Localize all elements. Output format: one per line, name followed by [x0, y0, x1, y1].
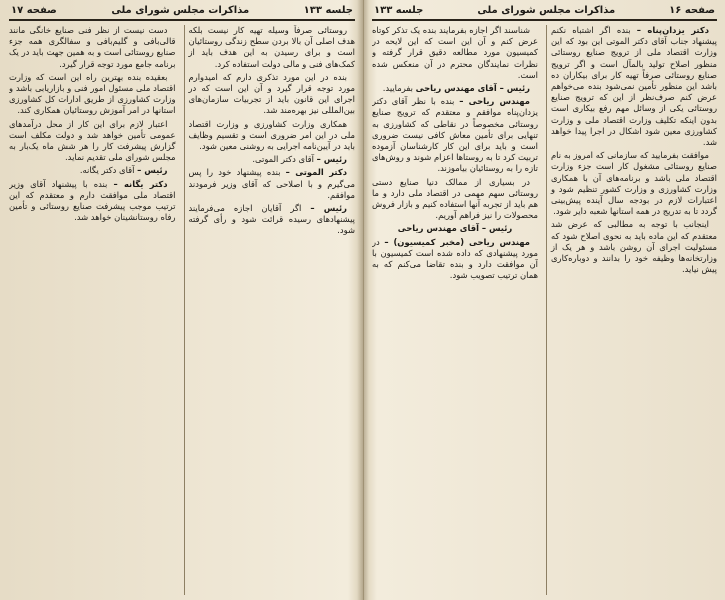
transcript-paragraph [372, 25, 538, 81]
right-page-session: جلسه ۱۳۳ [374, 5, 424, 16]
transcript-paragraph [9, 119, 176, 164]
paragraph-text: بفرمایید. [382, 83, 413, 94]
paragraph-text: بنده در این مورد تذکری دارم که امیدوارم مورد توجه قرار گیرد و آن این است که در اجرای این قانون باید از تجربیات سازمان‌های بین‌المللی نیز بهره‌مند شد. [188, 71, 355, 116]
right-page-header [372, 4, 717, 21]
left-page-columns [9, 25, 355, 595]
paragraph-text: بنده با نظر آقای دکتر یزدان‌پناه موافقم و معتقدم که ترویج صنایع روستائی مخصوصاً در نقاطی که کشاورزی به تنهایی برای تأمین معاش کافی نیست ضروری است و باید برای این کار کارشناسان آزموده تربیت کرد تا به روستاها اعزام شوند و روش‌های تازه را به روستائیان بیاموزند. [372, 96, 538, 174]
paragraph-text: آقای دکتر الموتی. [252, 154, 314, 165]
left-page [1, 0, 363, 600]
paragraph-text: در بسیاری از ممالک دنیا صنایع دستی روستائی سهم مهمی در اقتصاد ملی دارد و ما هم باید از تجربه آنها استفاده کنیم و بازار فروش محصولات را نیز فراهم آوریم. [372, 176, 538, 221]
section-subheading [372, 223, 538, 234]
transcript-paragraph [189, 203, 356, 237]
speaker-name: دکتر یگانه – [113, 178, 168, 189]
speaker-name: رئیس – [310, 203, 347, 214]
paragraph-text: بنده با پیشنهاد آقای وزیر اقتصاد ملی موافقت دارم و معتقدم که این ترتیب موجب پیشرفت صنایع روستائی و تأمین رفاه روستانشینان خواهد شد. [9, 178, 176, 223]
transcript-paragraph [189, 154, 356, 165]
right-page-title: مذاکرات مجلس شورای ملی [477, 5, 616, 16]
speaker-name: دکتر یزدان‌پناه – [636, 25, 709, 35]
transcript-paragraph [372, 177, 538, 222]
right-page-column-2 [372, 25, 538, 595]
transcript-paragraph [9, 179, 176, 224]
transcript-paragraph [372, 83, 538, 94]
speaker-name: مهندس ریاحی (مخبر کمیسیون) – [384, 236, 530, 247]
speaker-name: دکتر الموتی – [285, 167, 347, 178]
transcript-paragraph [551, 25, 717, 148]
paragraph-text: بعقیده بنده بهترین راه این است که وزارت اقتصاد ملی مسئول امور فنی و بازاریابی باشد و وزارت کشاورزی از طریق ادارات کل کشاورزی استانها در امر آموزش روستائیان همکاری کند. [9, 71, 176, 116]
right-page-number: صفحه ۱۶ [669, 5, 715, 16]
transcript-paragraph [9, 72, 176, 117]
paragraph-text: در مورد پیشنهادی که داده شده است کمیسیون با آن موافقت دارد و بنده تقاضا می‌کنم که به همان ترتیب تصویب شود. [372, 236, 538, 281]
left-page-column-1 [184, 25, 356, 595]
paragraph-text: اینجانب با توجه به مطالبی که عرض شد معتقدم که این ماده باید به نحوی اصلاح شود که مسئولیت اجرای آن روشن باشد و هر یک از وزارتخانه‌ها وظیفه خود را بدانند و دوباره‌کاری پیش نیاید. [551, 219, 717, 275]
right-page-columns [372, 25, 717, 595]
paragraph-text: اگر آقایان اجازه می‌فرمایند پیشنهادهای رسیده قرائت شود و رأی گرفته شود. [188, 203, 355, 236]
paragraph-text: همکاری وزارت کشاورزی و وزارت اقتصاد ملی در این امر ضروری است و تقسیم وظایف باید در آیین‌نامه اجرایی به روشنی معین شود. [188, 118, 355, 152]
paragraph-text: آقای دکتر یگانه. [79, 165, 135, 176]
left-page-column-2 [9, 25, 176, 595]
speaker-name: مهندس ریاحی – [459, 96, 530, 107]
right-page [363, 0, 725, 600]
left-page-header [9, 4, 355, 21]
transcript-paragraph [372, 96, 538, 174]
transcript-paragraph [9, 165, 176, 176]
paragraph-text: روستائی صرفاً وسیله تهیه کار نیست بلکه هدف اصلی آن بالا بردن سطح زندگی روستائیان است و برای رسیدن به این هدف باید از کمک‌های فنی و مالی دولت استفاده کرد. [188, 25, 355, 69]
left-page-session: جلسه ۱۳۳ [303, 5, 353, 16]
transcript-paragraph [189, 72, 356, 117]
transcript-paragraph [551, 150, 717, 217]
paragraph-text: شناسند اگر اجازه بفرمایند بنده یک تذکر کوتاه عرض کنم و آن این است که این لایحه در کمیسیون مورد مطالعه دقیق قرار گرفته و نظرات نمایندگان محترم در آن منعکس شده است. [372, 25, 538, 80]
left-page-number: صفحه ۱۷ [11, 5, 57, 16]
transcript-paragraph [372, 237, 538, 282]
transcript-paragraph [189, 25, 356, 70]
speaker-name: رئیس – آقای مهندس ریاحی [415, 83, 530, 94]
paragraph-text: اعتبار لازم برای این کار از محل درآمدهای عمومی تأمین خواهد شد و دولت مکلف است گزارش پیشرفت کار را هر شش ماه یک‌بار به مجلس شورای ملی تقدیم نماید. [9, 118, 176, 163]
transcript-paragraph [551, 219, 717, 275]
paragraph-text: بنده اگر اشتباه نکنم پیشنهاد جناب آقای دکتر الموتی این بود که این وزارت اقتصاد ملی از ترویج صنایع روستائی منظور اصلاح تولید بالمآل است و اگر ترویج صنایع روستائی صرفاً تهیه کار برای بیکاران ده باشد این منظور تأمین نمی‌شود بنده می‌خواهم عرض کنم صرف‌نظر از این که ترویج صنایع روستائی یکی از وسائل مهم رفع بیکاری است بدون اینکه تکلیف وزارت اقتصاد ملی و وزارت کشاورزی معین شود اشکال در اجرا پیدا خواهد شد. [551, 25, 717, 148]
left-page-title: مذاکرات مجلس شورای ملی [111, 5, 250, 16]
transcript-paragraph [189, 167, 356, 201]
paragraph-text: موافقت بفرمایید که سازمانی که امروز به نام صنایع روستائی مشغول کار است جزء وزارت اقتصاد ملی باشد و برنامه‌های آن با همکاری وزارت کشاورزی و وزارت کشور تنظیم شود و اعتبارات لازم در بودجه سال آینده پیش‌بینی گردد تا به تدریج در همه استانها شعبه دایر شود. [551, 150, 717, 217]
transcript-paragraph [189, 119, 356, 153]
paragraph-text: دست نیست از نظر فنی صنایع خانگی مانند قالی‌بافی و گلیم‌بافی و سفالگری همه جزء صنایع روستائی است و به همین جهت باید در یک برنامه جامع مورد توجه قرار گیرد. [9, 25, 176, 69]
paragraph-text: رئیس – آقای مهندس ریاحی [397, 223, 513, 234]
paragraph-text: بنده پیشنهاد خود را پس می‌گیرم و با اصلاحی که آقای وزیر فرمودند موافقم. [188, 167, 355, 200]
speaker-name: رئیس – [137, 165, 168, 176]
right-page-column-1 [546, 25, 717, 595]
speaker-name: رئیس – [316, 154, 347, 165]
transcript-paragraph [9, 25, 176, 70]
